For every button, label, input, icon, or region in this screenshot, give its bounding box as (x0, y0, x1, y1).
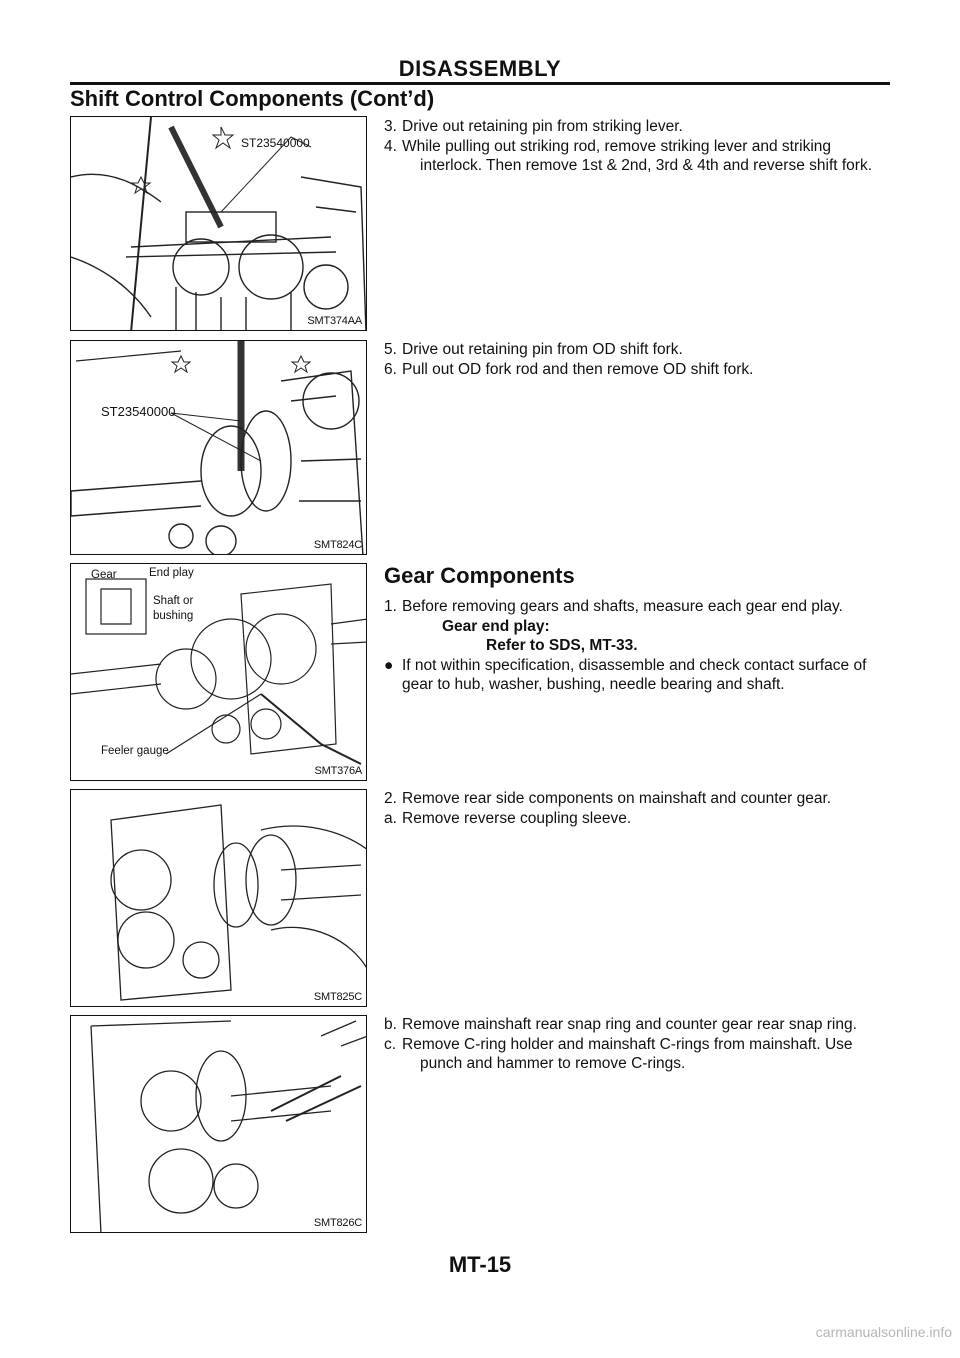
spec-value: Refer to SDS, MT-33. (486, 637, 638, 654)
bullet-item: ● If not within specification, disassemble and check contact surface of gear to hub, washer, bushing, needle bearing and shaft. (384, 656, 867, 693)
figure-label: End play (149, 567, 194, 579)
step-item: 1. Before removing gears and shafts, measure each gear end play. (384, 598, 843, 615)
step-item: 4. While pulling out striking rod, remove striking lever and striking interlock. Then remove 1st & 2nd, 3rd & 4th and reverse shift fork. (384, 137, 873, 174)
step-item: 2. Remove rear side components on mainshaft and counter gear. (384, 790, 832, 807)
tool-callout: ST23540000 (241, 136, 310, 150)
step-item: 3. Drive out retaining pin from striking lever. (384, 118, 683, 135)
figure-od-shift-fork-pin (70, 340, 367, 555)
steps-gear-components (384, 597, 890, 695)
figure-snap-ring-removal (70, 1015, 367, 1233)
header-divider (70, 82, 890, 85)
step-item: 6. Pull out OD fork rod and then remove OD shift fork. (384, 360, 754, 378)
figure-code: SMT825C (313, 991, 362, 1003)
illustration-od-fork-pin (71, 341, 367, 555)
figure-code: SMT826C (313, 1217, 362, 1229)
spec-label: Gear end play: (442, 617, 550, 635)
tool-callout: ST23540000 (101, 404, 176, 419)
figure-label: Shaft or (153, 595, 194, 607)
watermark: carmanualsonline.info (815, 1324, 952, 1340)
steps-striking-lever (384, 117, 890, 176)
figure-label: bushing (153, 610, 194, 622)
figure-reverse-coupling-sleeve (70, 789, 367, 1007)
figure-code: SMT376A (314, 765, 362, 777)
heading-gear-components: Gear Components (384, 563, 575, 588)
figure-code: SMT374AA (307, 315, 362, 327)
illustration-coupling-sleeve (71, 790, 367, 1007)
steps-snap-ring (384, 1015, 890, 1074)
illustration-feeler-gauge (71, 564, 367, 781)
steps-od-shift-fork (384, 340, 890, 379)
figure-striking-lever-pin (70, 116, 367, 331)
bullet-mark: ● (384, 656, 394, 674)
figure-label: Feeler gauge (101, 745, 169, 757)
figure-code: SMT824C (313, 539, 362, 551)
step-item: b. Remove mainshaft rear snap ring and counter gear rear snap ring. (384, 1016, 857, 1033)
figure-label: Gear (91, 569, 117, 581)
page-category-title: DISASSEMBLY (398, 56, 562, 81)
step-item: a. Remove reverse coupling sleeve. (384, 809, 632, 827)
illustration-punch-striking-lever (71, 117, 367, 331)
step-item: c. Remove C-ring holder and mainshaft C-rings from mainshaft. Use punch and hammer to remove C-rings. (384, 1035, 853, 1072)
step-item: 5. Drive out retaining pin from OD shift fork. (384, 341, 683, 358)
page-number: MT-15 (448, 1252, 512, 1277)
illustration-snap-ring-pliers (71, 1016, 367, 1233)
figure-gear-end-play (70, 563, 367, 781)
section-title: Shift Control Components (Cont’d) (70, 86, 435, 111)
steps-rear-components (384, 789, 890, 828)
